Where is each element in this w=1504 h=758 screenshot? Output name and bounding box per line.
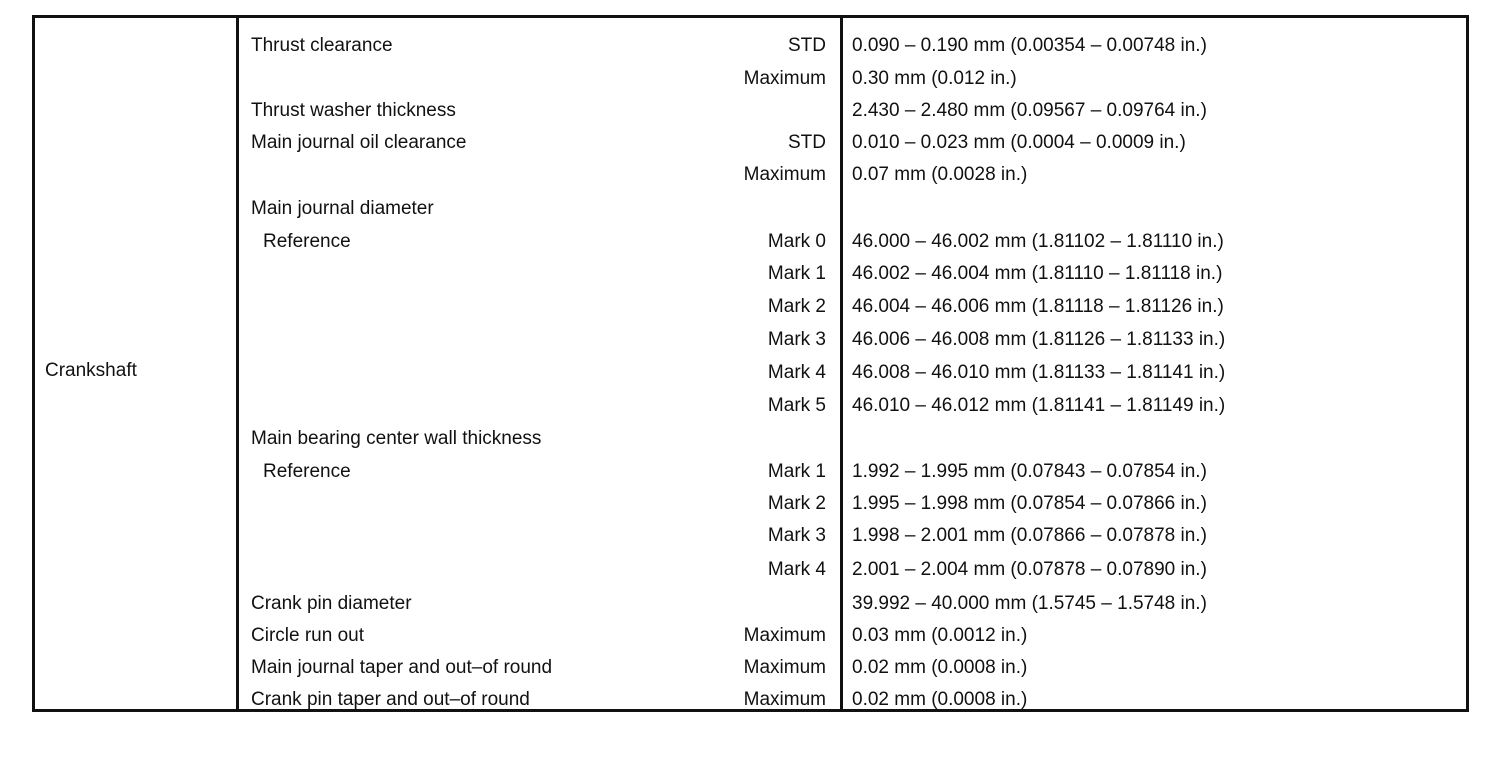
spec-value: 0.07 mm (0.0028 in.) [852,164,1028,185]
spec-condition: Mark 2 [767,296,826,317]
spec-condition: Mark 1 [767,263,826,284]
spec-value: 0.090 – 0.190 mm (0.00354 – 0.00748 in.) [852,35,1207,56]
spec-item: Thrust washer thickness [251,100,456,121]
spec-condition: STD [788,35,826,56]
table-row [35,485,1466,518]
spec-item: Thrust clearance [251,35,393,56]
spec-item: Main journal oil clearance [251,132,467,153]
spec-condition: Maximum [743,164,826,185]
spec-condition: Mark 5 [767,395,826,416]
spec-condition: Mark 4 [767,362,826,383]
spec-item: Main journal diameter [251,198,434,219]
spec-value: 46.002 – 46.004 mm (1.81110 – 1.81118 in.) [852,263,1223,284]
spec-condition: Maximum [743,68,826,89]
spec-value: 2.001 – 2.004 mm (0.07878 – 0.07890 in.) [852,559,1207,580]
spec-condition: Maximum [743,625,826,646]
table-row [35,617,1466,650]
spec-value: 39.992 – 40.000 mm (1.5745 – 1.5748 in.) [852,593,1207,614]
table-row [35,60,1466,93]
table-row [35,649,1466,682]
spec-condition: Mark 1 [767,461,826,482]
spec-value: 1.998 – 2.001 mm (0.07866 – 0.07878 in.) [852,525,1207,546]
spec-item: Reference [263,461,351,482]
table-row [35,190,1466,223]
table-row [35,354,1466,387]
spec-value: 0.30 mm (0.012 in.) [852,68,1017,89]
spec-item: Crank pin taper and out–of round [251,689,530,710]
spec-value: 0.03 mm (0.0012 in.) [852,625,1028,646]
spec-value: 0.02 mm (0.0008 in.) [852,689,1028,710]
spec-condition: Mark 3 [767,329,826,350]
table-row [35,681,1466,714]
spec-condition: STD [788,132,826,153]
spec-value: 2.430 – 2.480 mm (0.09567 – 0.09764 in.) [852,100,1207,121]
table-row [35,255,1466,288]
spec-value: 46.000 – 46.002 mm (1.81102 – 1.81110 in.) [852,231,1224,252]
spec-item: Main journal taper and out–of round [251,657,553,678]
table-row [35,223,1466,256]
table-row [35,156,1466,189]
spec-condition: Mark 3 [767,525,826,546]
spec-value: 46.010 – 46.012 mm (1.81141 – 1.81149 in.) [852,395,1226,416]
table-row [35,288,1466,321]
spec-condition: Mark 4 [767,559,826,580]
spec-value: 46.008 – 46.010 mm (1.81133 – 1.81141 in.) [852,362,1226,383]
table-row [35,585,1466,618]
component-label: Crankshaft [45,360,137,381]
spec-item: Main bearing center wall thickness [251,428,542,449]
table-row [35,321,1466,354]
spec-value: 1.992 – 1.995 mm (0.07843 – 0.07854 in.) [852,461,1207,482]
spec-condition: Maximum [743,657,826,678]
table-row [35,517,1466,550]
spec-value: 46.006 – 46.008 mm (1.81126 – 1.81133 in.) [852,329,1226,350]
spec-condition: Mark 2 [767,493,826,514]
table-row [35,124,1466,157]
table-row [35,27,1466,60]
spec-value: 46.004 – 46.006 mm (1.81118 – 1.81126 in.) [852,296,1224,317]
crankshaft-spec-table [32,15,1469,712]
spec-value: 0.010 – 0.023 mm (0.0004 – 0.0009 in.) [852,132,1186,153]
table-row [35,551,1466,584]
table-row [35,453,1466,486]
table-row [35,387,1466,420]
spec-item: Circle run out [251,625,364,646]
spec-value: 0.02 mm (0.0008 in.) [852,657,1028,678]
spec-item: Reference [263,231,351,252]
spec-item: Crank pin diameter [251,593,412,614]
spec-value: 1.995 – 1.998 mm (0.07854 – 0.07866 in.) [852,493,1207,514]
spec-condition: Mark 0 [767,231,826,252]
table-row [35,420,1466,453]
table-row [35,92,1466,125]
spec-condition: Maximum [743,689,826,710]
